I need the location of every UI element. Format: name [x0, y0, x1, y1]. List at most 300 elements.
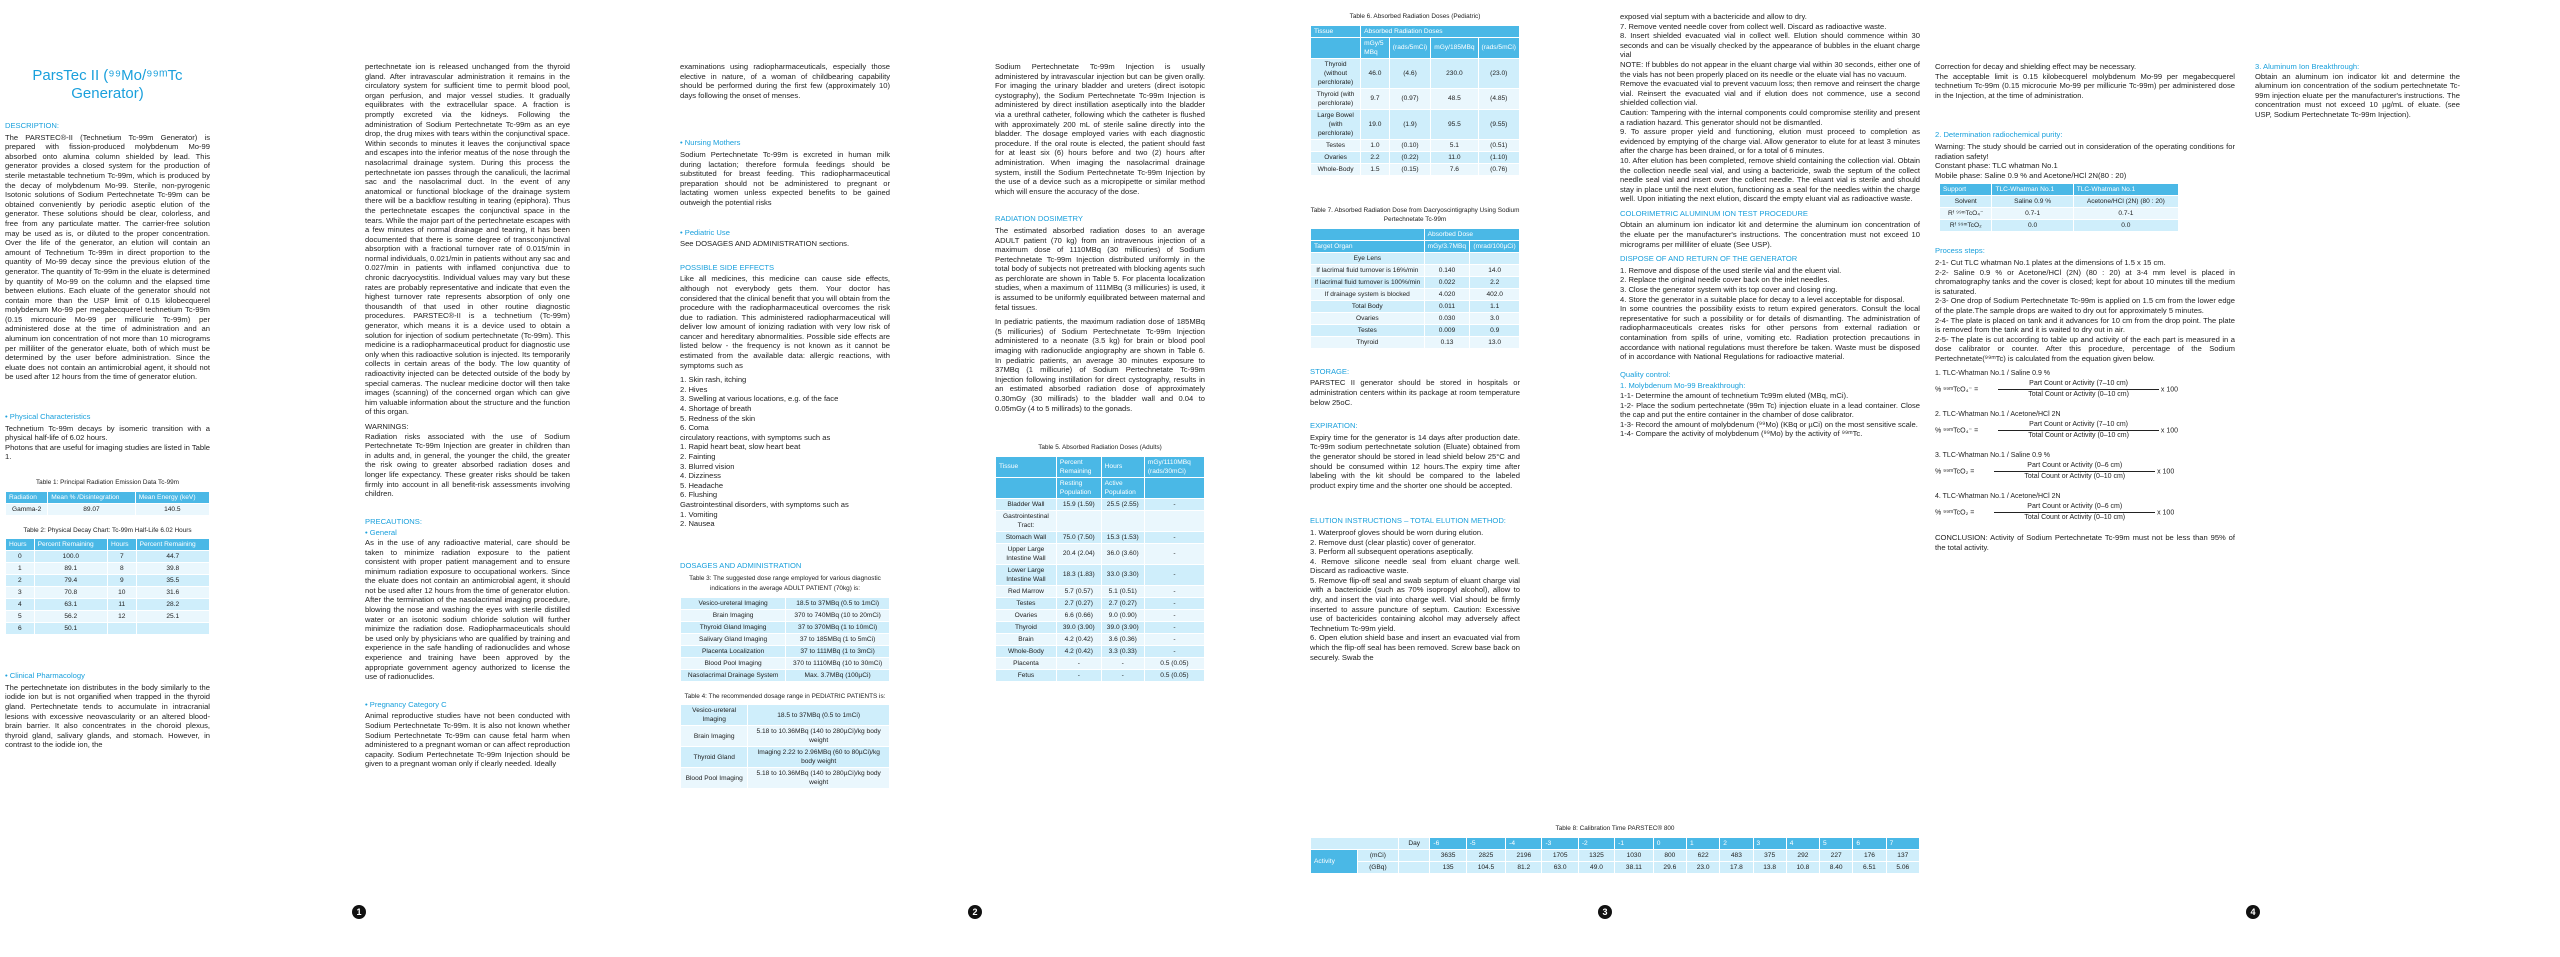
- table9-cell: 0.7-1: [1992, 208, 2073, 220]
- table-row: [996, 621, 1205, 633]
- p6-text8: 10. After elution has been completed, remove shield containing the collection vial. Obtain the collection needle seal vial, and using a bactericide, swab the septum of the collect needle seal vial and insert over the collect needle. The eluant vial is sterile and should stay in place until the next elution, functioning as a seal for the needles within the charge well. Upon initiating the next elution, discard the empty eluant vial as radioactive waste.: [1620, 155, 1920, 204]
- storage-text: PARSTEC II generator should be stored in hospitals or administration centers within its package at room temperature below 25oC.: [1310, 378, 1520, 407]
- clinical-text: The pertechnetate ion distributes in the body similarly to the iodide ion but is not organified when trapped in the thyroid gland. Pertechnetate tends to accumulate in intracranial lesions with excessive neovascularity or an altered blood-brain barrier. It also concentrates in the choroid plexus, thyroid gland, salivary glands, and stomach. However, in contrast to the iodide ion, the: [5, 682, 210, 750]
- elution-step: 2. Remove dust (clear plastic) cover of generator.: [1310, 537, 1476, 547]
- table-header: [1311, 228, 1425, 240]
- table2-cell: 31.6: [136, 587, 209, 599]
- table-row: [1311, 151, 1520, 163]
- table-row: [996, 564, 1205, 585]
- table2-cell: 12: [107, 611, 136, 623]
- process-heading: Process steps:: [1935, 246, 1985, 256]
- process-step: 2-2- Saline 0.9 % or Acetone/HCl (2N) (80 : 20) at 3-4 mm level is placed in chromatography tanks and the cover is closed; kept for about 10 minutes till the medium is saturated.: [1935, 267, 2235, 296]
- table7-caption: Table 7. Absorbed Radiation Dose from Dacryoscintigraphy Using Sodium Pertechnetate Tc-99m: [1310, 206, 1520, 224]
- table2-cell: 44.7: [136, 551, 209, 563]
- storage-heading: STORAGE:: [1310, 366, 1350, 376]
- table-row: [6, 563, 210, 575]
- table3-cell: Salivary Gland Imaging: [681, 633, 786, 645]
- table8-day: -5: [1466, 837, 1505, 849]
- page-number: 3: [1598, 905, 1612, 919]
- side-effects-list-2: [680, 442, 890, 500]
- table5-cell: 75.0 (7.50): [1056, 531, 1101, 543]
- formula-fraction: [1994, 502, 2155, 523]
- table8-cell: 622: [1686, 849, 1719, 861]
- table5-cell: -: [1056, 669, 1101, 681]
- table5-cell: -: [1056, 657, 1101, 669]
- table5-cell: Testes: [996, 597, 1057, 609]
- formula-multiplier: x 100: [2160, 386, 2179, 394]
- formula-label: 4. TLC-Whatman No.1 / Acetone/HCl 2N: [1935, 493, 2061, 501]
- table6-cell: 1.5: [1361, 163, 1390, 175]
- table-row: [1311, 139, 1520, 151]
- nursing-text: Sodium Pertechnetate Tc-99m is excreted in human milk during lactation; therefore formula feedings should be substituted for breast feeding. This radiopharmaceutical preparation should not be administered to pregnant or lactating women unless expected benefits to be gained outweigh the potential risks: [680, 149, 890, 207]
- table3-cell: Vesico-ureteral Imaging: [681, 597, 786, 609]
- table8-day-label: Day: [1399, 837, 1430, 849]
- table5-cell: Bladder Wall: [996, 498, 1057, 510]
- table6-cell: (4.85): [1478, 88, 1519, 109]
- table2-cell: 89.1: [34, 563, 107, 575]
- table8-day: 5: [1820, 837, 1853, 849]
- process-step: 2-4- The plate is placed on tank and it advances for 10 cm from the drop point. The plate is removed from the tank and it is waited to dry out in air.: [1935, 315, 2235, 335]
- table-row: [996, 543, 1205, 564]
- table7-cell: 0.030: [1424, 312, 1470, 324]
- table-row: [1311, 252, 1520, 264]
- disposal-step: 1. Remove and dispose of the used sterile vial and the eluent vial.: [1620, 265, 1842, 275]
- table-row: [681, 657, 890, 669]
- table8-cell: 104.5: [1466, 861, 1505, 873]
- table5-cell: 0.5 (0.05): [1144, 669, 1204, 681]
- physical-text-2: Photons that are useful for imaging studies are listed in Table 1.: [5, 442, 211, 462]
- table9-cell: Solvent: [1940, 196, 1992, 208]
- table5-cell: -: [1144, 585, 1204, 597]
- description-text: The PARSTEC®-II (Technetium Tc-99m Generator) is prepared with fission-produced molybdenum Mo-99 absorbed onto alumina column shielded by lead. This generator provides a closed system for the production of sterile metastable technetium Tc-99m, which is produced by the decay of molybdenum Mo-99. Sterile, non-pyrogenic Isotonic solutions of Sodium Pertechnetate Tc-99m can be obtained conveniently by periodic aseptic elution of the generator. These solutions should be clear, colorless, and free from any particulate matter. The carrier-free solution may be used as is, or diluted to the proper concentration. Over the life of the generator, an elution will contain an amount of Technetium Tc-99m in direct proportion to the quantity of Mo-99 decay since the previous elution of the generator. The quantity of Tc-99m in the eluate is determined by quantity of Mo-99 on the column and the elapsed time between elutions. Each eluate of the generator should not contain more than the USP limit of 0.15 kilobecquerel molybdenum Mo-99 per megabecquerel technetium Tc-99m (0.15 microcurie Mo-99 per millicurie Tc-99m) per administered dose at the time of administration and an aluminum ion concentration of not more than 10 micrograms per milliliter of the generator eluate, both of which must be determined by the user before administration. Since the eluate does not contain an antimicrobial agent, it should not be used after 12 hours from the time of generator elution.: [5, 132, 210, 382]
- table8-cell: 1030: [1615, 849, 1654, 861]
- table5-cell: 2.7 (0.27): [1101, 597, 1144, 609]
- table-subheader: mGy/185MBq: [1431, 37, 1478, 58]
- table2-cell: 2: [6, 575, 35, 587]
- table-row: [996, 609, 1205, 621]
- table-header: Hours: [6, 539, 35, 551]
- column-1: [5, 55, 210, 755]
- table5-cell: 39.0 (3.90): [1101, 621, 1144, 633]
- table-subheader: Resting Population: [1056, 477, 1101, 498]
- table-subheader: [1144, 477, 1204, 498]
- table-header: Hours: [1101, 456, 1144, 477]
- table8-cell: 176: [1853, 849, 1886, 861]
- disposal-step: 2. Replace the original needle cover back on the inlet needles.: [1620, 275, 1830, 285]
- formula-denominator: Total Count or Activity (0–10 cm): [2024, 473, 2126, 481]
- table9-cell: 0.0: [1992, 220, 2073, 232]
- table6-cell: (1.10): [1478, 151, 1519, 163]
- table3-cell: Max. 3.7MBq (100µCi): [786, 669, 890, 681]
- table-row: [1311, 109, 1520, 139]
- table5-cell: -: [1144, 597, 1204, 609]
- table-row: [1311, 58, 1520, 88]
- table1: Radiation Mean % /Disintegration Mean Energy (keV) Gamma-2 89.07 140.5: [5, 491, 210, 516]
- pregnancy-heading: • Pregnancy Category C: [365, 699, 447, 709]
- list-item: 4. Dizziness: [680, 471, 721, 481]
- table-row: [996, 669, 1205, 681]
- table-row: [6, 551, 210, 563]
- table-header: mGy/1110MBq (rads/30mCi): [1144, 456, 1204, 477]
- elution-step: 6. Open elution shield base and insert an evacuated vial from which the flip-off seal has been removed. Screw base back on securely. Swab the: [1310, 633, 1520, 662]
- table7-cell: 14.0: [1470, 264, 1520, 276]
- table-row: [1311, 88, 1520, 109]
- table-row: [1940, 220, 2179, 232]
- table3-cell: Placenta Localization: [681, 645, 786, 657]
- table4-cell: 18.5 to 37MBq (0.5 to 1mCi): [748, 705, 890, 726]
- formula-lhs: % ⁹⁹ᵐTcO₂ =: [1935, 509, 1975, 517]
- column-2: [365, 62, 570, 774]
- table8-day: 4: [1786, 837, 1819, 849]
- formula-denominator: Total Count or Activity (0–10 cm): [2024, 514, 2126, 522]
- table2-cell: 56.2: [34, 611, 107, 623]
- table7-cell: 1.1: [1470, 300, 1520, 312]
- table6-cell: 11.0: [1431, 151, 1478, 163]
- list-item: 5. Redness of the skin: [680, 413, 756, 423]
- list-item: 1. Vomiting: [680, 509, 718, 519]
- table9-cell: 0.7-1: [2073, 208, 2178, 220]
- table8-cell: 135: [1430, 861, 1466, 873]
- table7-cell: 3.0: [1470, 312, 1520, 324]
- table-header: Support: [1940, 184, 1992, 196]
- table7-cell: If lacrimal fluid turnover is 16%/min: [1311, 264, 1425, 276]
- table-header: Absorbed Dose: [1424, 228, 1519, 240]
- table9-cell: Rᶠ ⁹⁹ᵐTcO₄⁻: [1940, 208, 1992, 220]
- table2-cell: 39.8: [136, 563, 209, 575]
- formula: [1935, 492, 2235, 523]
- table6-cell: (23.0): [1478, 58, 1519, 88]
- table5-cell: Fetus: [996, 669, 1057, 681]
- table5-cell: -: [1101, 657, 1144, 669]
- table8-cell: 29.6: [1653, 861, 1686, 873]
- table2-cell: [107, 623, 136, 635]
- table8-unit: (mCi): [1357, 849, 1398, 861]
- elution-step: 5. Remove flip-off seal and swab septum of eluant charge vial with a bactericide (such as 70% isopropyl alcohol), allow to dry, and insert the vial into charge well. Vial should be firmly inserted to assure puncture of septum. Caution: Excessive use of bactericides containing alcohol may adversely affect Technetium Tc-99m yield.: [1310, 575, 1520, 633]
- dosimetry-text-2: In pediatric patients, the maximum radiation dose of 185MBq (5 millicuries) of Sodium Pertechnetate Tc-99m Injection administered to a neonate (3.5 kg) for brain or blood pool imaging with radionuclide angiography are shown in Table 6. In pediatric patients, an average 30 minutes exposure to 37MBq (1 millicurie) of Sodium Pertechnetate Tc-99m Injection following instillation for direct cystography, results in an estimated absorbed radiation dose of approximately 0.30mGy (30 millirads) to the bladder wall and 0.04 to 0.05mGy (4 to 5 millirads) to the gonads.: [995, 317, 1205, 413]
- table7-cell: 0.9: [1470, 324, 1520, 336]
- formula: [1935, 369, 2235, 400]
- table-row: [1940, 208, 2179, 220]
- elution-heading: ELUTION INSTRUCTIONS – TOTAL ELUTION METHOD:: [1310, 516, 1506, 526]
- table-header: Tissue: [996, 456, 1057, 477]
- table6-cell: (1.9): [1389, 109, 1430, 139]
- table3-cell: 37 to 185MBq (1 to 5mCi): [786, 633, 890, 645]
- table8-cell: 63.0: [1542, 861, 1578, 873]
- side-effects-list-3: [680, 510, 890, 529]
- table-row: [996, 585, 1205, 597]
- formula-lhs: % ⁹⁹ᵐTcO₂ =: [1935, 468, 1975, 476]
- table-row: [681, 747, 890, 768]
- table8-day: -6: [1430, 837, 1466, 849]
- table-row: [996, 531, 1205, 543]
- table-header: Absorbed Radiation Doses: [1361, 25, 1520, 37]
- table-row: [6, 623, 210, 635]
- breakthrough-step: 1-4- Compare the activity of molybdenum (⁹⁹Mo) by the activity of ⁹⁹ᵐTc.: [1620, 429, 1863, 439]
- p3-text1: examinations using radiopharmaceuticals, especially those elective in nature, of a woman of childbearing capability should be performed during the first few (approximately 10) days following the onset of menses.: [680, 62, 890, 100]
- nursing-heading: • Nursing Mothers: [680, 138, 741, 148]
- table5-cell: -: [1144, 645, 1204, 657]
- formula-lhs: % ⁹⁹ᵐTcO₄⁻ =: [1935, 386, 1979, 394]
- table5-cell: 15.3 (1.53): [1101, 531, 1144, 543]
- table8-day: -2: [1578, 837, 1614, 849]
- general-text: As in the use of any radioactive material, care should be taken to minimize radiation exposure to the patient consistent with proper patient management and to ensure minimum radiation exposure to occupational workers. Since the eluate does not contain an antimicrobial agent, it should not be used after 12 hours from the time of generator elution. After the termination of the nasolacrimal imaging procedure, blowing the nose and washing the eyes with sterile distilled water or an isotonic sodium chloride solution will further minimize the radiation dose. Radiopharmaceuticals should be used only by physicians who are qualified by training and experience in the safe handling of radionuclides and whose experience and training have been approved by the appropriate government agency authorized to license the use of radionuclides.: [365, 537, 570, 682]
- table5-cell: 9.0 (0.90): [1101, 609, 1144, 621]
- table4-cell: 5.18 to 10.36MBq (140 to 280µCi)/kg body weight: [748, 726, 890, 747]
- table5-cell: -: [1144, 543, 1204, 564]
- table2-cell: 11: [107, 599, 136, 611]
- clinical-heading: • Clinical Pharmacology: [5, 671, 85, 681]
- table6: [1310, 25, 1520, 176]
- formula-fraction: [1998, 379, 2159, 400]
- table6-cell: 19.0: [1361, 109, 1390, 139]
- table2-cell: 8: [107, 563, 136, 575]
- table3-cell: Brain Imaging: [681, 609, 786, 621]
- table5: [995, 456, 1205, 682]
- table4-caption: Table 4: The recommended dosage range in PEDIATRIC PATIENTS is:: [684, 692, 886, 700]
- table-row: [681, 621, 890, 633]
- table4: [680, 704, 890, 789]
- side-effects-list-1: [680, 375, 890, 433]
- table3-cell: 37 to 111MBq (1 to 3mCi): [786, 645, 890, 657]
- elution-step: 3. Perform all subsequent operations aseptically.: [1310, 547, 1474, 557]
- table2-cell: 28.2: [136, 599, 209, 611]
- table2-cell: 7: [107, 551, 136, 563]
- table9-cell: Saline 0.9 %: [1992, 196, 2073, 208]
- table-subheader: (rads/5mCi): [1478, 37, 1519, 58]
- p2-text1: pertechnetate ion is released unchanged from the thyroid gland. After intravascular administration it remains in the circulatory system for sufficient time to permit blood pool, organ perfusion, and major vessel studies. It gradually equilibrates with the extracellular space. A fraction is promptly excreted via the kidneys. Following the administration of Sodium Pertechnetate Tc-99m as an eye drop, the drug mixes with tears within the conjunctival space. Within seconds to minutes it leaves the conjunctival space and escapes into the inferior meatus of the nose through the nasolacrimal drainage system. During this process the pertechnetate ion passes through the canaliculi, the lacrimal sac and the nasolacrimal duct. In the event of any anatomical or functional blockage of the drainage system there will be a backflow resulting in tearing (epiphora). Thus the pertechnetate escapes the conjunctival space in the tears. While the major part of the pertechnetate escapes with a few minutes of normal drainage and tearing, it has been documented that there is some degree of transconjunctival absorption with a fractional turnover rate of 0.015/min in normal individuals, 0.021/min in patients without any sac and 0.027/min in patients with inflamed conjunctiva due to chronic dacryocystitis. Individual values may vary but these rates are probably representative and indicate that even the highest turnover rate represents absorption of only one thousandth of that used in other routine diagnostic procedures. PARSTEC®-II is a technetium (Tc-99m) generator, which means it is a device used to obtain a solution for injection of sodium pertechnetate (Tc-99m). This medicine is a radiopharmaceutical product for diagnostic use only when this radioactive solution is injected. Its temporarily collects in certain areas of the body. The low quantity of radioactivity injected can be detected outside of the body by special cameras. The nuclear medicine doctor will then take images (scanning) of the concerned organ which can give him valuable information about the structure and the function of this organ.: [365, 62, 570, 417]
- list-item: 3. Blurred vision: [680, 461, 735, 471]
- table8-cell: 81.2: [1506, 861, 1542, 873]
- table5-cell: Ovaries: [996, 609, 1057, 621]
- table3-cell: 370 to 740MBq (10 to 20mCi): [786, 609, 890, 621]
- formula-multiplier: x 100: [2157, 509, 2175, 517]
- table7-cell: [1424, 252, 1470, 264]
- document-title: ParsTec II (⁹⁹Mo/⁹⁹ᵐTc Generator): [32, 67, 183, 102]
- table7: [1310, 228, 1520, 349]
- page-number: 1: [352, 905, 366, 919]
- list-item: 3. Swelling at various locations, e.g. of the face: [680, 394, 839, 404]
- table-row: [1311, 312, 1520, 324]
- table8-cell: 6.51: [1853, 861, 1886, 873]
- table5-cell: Lower Large Intestine Wall: [996, 564, 1057, 585]
- side-effects-heading: POSSIBLE SIDE EFFECTS: [680, 262, 775, 272]
- table7-cell: 0.022: [1424, 276, 1470, 288]
- formula-lhs: % ⁹⁹ᵐTcO₄⁻ =: [1935, 427, 1979, 435]
- table8-day: 3: [1753, 837, 1786, 849]
- table8-cell: 3635: [1430, 849, 1466, 861]
- list-item: 6. Coma: [680, 423, 709, 433]
- colorimetric-text: Obtain an aluminum ion indicator kit and determine the aluminum ion concentration of the eluate per the manufacturer's instructions. The concentration must not exceed 10 micrograms per milliliter of eluate (See USP).: [1620, 220, 1920, 249]
- quality-heading: Quality control:: [1620, 369, 1671, 379]
- table5-cell: -: [1144, 633, 1204, 645]
- table8-day: -4: [1506, 837, 1542, 849]
- table5-cell: 36.0 (3.60): [1101, 543, 1144, 564]
- table6-cell: 95.5: [1431, 109, 1478, 139]
- p7-text1: Correction for decay and shielding effect may be necessary.: [1935, 62, 2137, 71]
- elution-steps: [1310, 528, 1520, 662]
- table5-cell: Thyroid: [996, 621, 1057, 633]
- table4-cell: 5.18 to 10.36MBq (140 to 280µCi)/kg body weight: [748, 768, 890, 789]
- table5-cell: 5.7 (0.57): [1056, 585, 1101, 597]
- table5-cell: -: [1144, 531, 1204, 543]
- list-item: 2. Hives: [680, 384, 708, 394]
- table8-unit: (GBq): [1357, 861, 1398, 873]
- table-subheader: mGy/3.7MBq: [1424, 240, 1470, 252]
- precautions-heading: PRECAUTIONS:: [365, 516, 422, 526]
- table2-cell: 10: [107, 587, 136, 599]
- table6-cell: (0.10): [1389, 139, 1430, 151]
- table2-cell: 70.8: [34, 587, 107, 599]
- list-item: 1. Skin rash, itching: [680, 375, 747, 385]
- breakthrough-heading: 1. Molybdenum Mo-99 Breakthrough:: [1620, 381, 1746, 391]
- table8-day: -3: [1542, 837, 1578, 849]
- table8-day: 7: [1886, 837, 1919, 849]
- dosimetry-heading: RADIATION DOSIMETRY: [995, 214, 1083, 224]
- list-item: 1. Rapid heart beat, slow heart beat: [680, 442, 801, 452]
- table8-cell: 23.0: [1686, 861, 1719, 873]
- description-heading: DESCRIPTION:: [5, 121, 60, 130]
- table-row: [1311, 336, 1520, 348]
- table8-cell: 10.8: [1786, 861, 1819, 873]
- table-subheader: Target Organ: [1311, 240, 1425, 252]
- table5-cell: 15.9 (1.59): [1056, 498, 1101, 510]
- warnings-label: WARNINGS:: [365, 421, 409, 431]
- table-header: Tissue: [1311, 25, 1361, 37]
- formula-label: 1. TLC-Whatman No.1 / Saline 0.9 %: [1935, 370, 2051, 378]
- formula: [1935, 451, 2235, 482]
- table5-cell: 4.2 (0.42): [1056, 645, 1101, 657]
- table-subheader: [1311, 37, 1361, 58]
- table8-cell: 137: [1886, 849, 1919, 861]
- list-item: 4. Shortage of breath: [680, 404, 752, 414]
- table5-cell: 2.7 (0.27): [1056, 597, 1101, 609]
- table-header: Hours: [107, 539, 136, 551]
- warnings-text: Radiation risks associated with the use of Sodium Pertechnetate Tc-99m Injection are greater in children than in adults and, in general, the younger the child, the greater the risk owing to greater absorbed radiation doses and longer life expectancy. These greater risks should be taken firmly into account in all benefit-risk assessments involving children.: [365, 431, 570, 499]
- table4-cell: Brain Imaging: [681, 726, 748, 747]
- table-row: [6, 599, 210, 611]
- table7-cell: 0.140: [1424, 264, 1470, 276]
- table-row: [681, 597, 890, 609]
- table2-cell: 9: [107, 575, 136, 587]
- formula-multiplier: x 100: [2160, 427, 2179, 435]
- table8-cell: 5.06: [1886, 861, 1919, 873]
- table5-cell: [1056, 510, 1101, 531]
- table6-cell: (0.22): [1389, 151, 1430, 163]
- table-row: [1311, 861, 1920, 873]
- colorimetric-heading: COLORIMETRIC ALUMINUM ION TEST PROCEDURE: [1620, 208, 1808, 218]
- table-row: [681, 645, 890, 657]
- table-row: [6, 611, 210, 623]
- table5-cell: 33.0 (3.30): [1101, 564, 1144, 585]
- table5-cell: Red Marrow: [996, 585, 1057, 597]
- table8-blank: [1311, 837, 1399, 849]
- process-step: 2-1- Cut TLC whatman No.1 plates at the dimensions of 1.5 x 15 cm.: [1935, 257, 2166, 267]
- table2-caption: Table 2: Physical Decay Chart: Tc-99m Half-Life 6.02 Hours: [23, 526, 192, 534]
- physical-heading: • Physical Characteristics: [5, 412, 91, 422]
- table6-cell: (0.15): [1389, 163, 1430, 175]
- table5-cell: Whole-Body: [996, 645, 1057, 657]
- purity-constant: Constant phase: TLC whatman No.1: [1935, 161, 2058, 171]
- table6-cell: 2.2: [1361, 151, 1390, 163]
- p4-text1: Sodium Pertechnetate Tc-99m Injection is usually administered by intravascular injection but can be given orally. For imaging the urinary bladder and ureters (direct isotopic cystography), the Sodium Pertechnetate Tc-99m Injection is administered by direct instillation aseptically into the bladder via a urethral catheter, following which the catheter is flushed with approximately 200 mL of sterile saline directly into the bladder. The dosage employed varies with each diagnostic procedure. If the oral route is elected, the patient should fast for at least six (6) hours before and two (2) hours after administration. When imaging the nasolacrimal drainage system, instill the Sodium Pertechnetate Tc-99m Injection by the use of a device such as a micropipette or similar method which will ensure the accuracy of the dose.: [995, 62, 1205, 196]
- table-header: Percent Remaining: [1056, 456, 1101, 477]
- table1-caption: Table 1: Principal Radiation Emission Data Tc-99m: [35, 479, 180, 486]
- table8-blank: [1399, 861, 1430, 873]
- table-row: [681, 726, 890, 747]
- table8-day: 0: [1653, 837, 1686, 849]
- table6-cell: (4.6): [1389, 58, 1430, 88]
- table-row: [6, 575, 210, 587]
- table6-caption: Table 6. Absorbed Radiation Doses (Pediatric): [1349, 13, 1481, 20]
- table3-caption: Table 3: The suggested dose range employed for various diagnostic indications in the average ADULT PATIENT (70kg) is:: [689, 575, 881, 592]
- table5-cell: 6.6 (0.66): [1056, 609, 1101, 621]
- table5-cell: 25.5 (2.55): [1101, 498, 1144, 510]
- table2-cell: 1: [6, 563, 35, 575]
- pediatric-heading: • Pediatric Use: [680, 227, 730, 237]
- table-header: TLC-Whatman No.1: [2073, 184, 2178, 196]
- table-subheader: mGy/5 MBq: [1361, 37, 1390, 58]
- physical-text: Technetium Tc-99m decays by isomeric transition with a physical half-life of 6.02 hours.: [5, 423, 210, 443]
- table7-cell: Ovaries: [1311, 312, 1425, 324]
- table-row: [681, 669, 890, 681]
- table8-day: 2: [1720, 837, 1753, 849]
- process-steps: [1935, 258, 2235, 364]
- table6-cell: 48.5: [1431, 88, 1478, 109]
- table6-cell: 5.1: [1431, 139, 1478, 151]
- table6-cell: (0.51): [1478, 139, 1519, 151]
- table3: [680, 597, 890, 682]
- table-header: Percent Remaining: [34, 539, 107, 551]
- formula-numerator: Part Count or Activity (7–10 cm): [1998, 420, 2159, 431]
- table-subheader: (rads/5mCi): [1389, 37, 1430, 58]
- table6-cell: (0.76): [1478, 163, 1519, 175]
- table4-cell: Vesico-ureteral Imaging: [681, 705, 748, 726]
- disposal-text: In some countries the possibility exists to return expired generators. Consult the local representative for such a possibility or for details of dismantling. The administration of radiopharmaceuticals creates risks for other persons from external radiation or contamination from spills of urine, vomiting etc. Radiation protection precautions in accordance with national regulations must therefore be taken. Waste must be disposed of in accordance with National Regulations for radioactive material.: [1620, 304, 1920, 362]
- table-row: [1311, 264, 1520, 276]
- side-effects-text-2: circulatory reactions, with symptoms such as: [680, 432, 831, 442]
- table7-cell: 0.011: [1424, 300, 1470, 312]
- formula-numerator: Part Count or Activity (0–6 cm): [1994, 461, 2155, 472]
- table8-cell: 1705: [1542, 849, 1578, 861]
- table5-cell: [1144, 510, 1204, 531]
- p6-text5: Remove the evacuated vial to prevent vacuum loss; then remove and reinsert the charge vial. Reinsert the evacuated vial and if elution does not commence, use a second shielded collection vial.: [1620, 79, 1920, 108]
- table8-cell: 2825: [1466, 849, 1505, 861]
- table7-cell: [1470, 252, 1520, 264]
- table8-cell: 49.0: [1578, 861, 1614, 873]
- column-4: [995, 62, 1205, 692]
- table-row: [996, 633, 1205, 645]
- expiration-heading: EXPIRATION:: [1310, 421, 1358, 431]
- breakthrough-step: 1-1- Determine the amount of technetium Tc99m eluted (MBq, mCi).: [1620, 390, 1849, 400]
- column-5: [1310, 12, 1520, 662]
- table-row: [1311, 300, 1520, 312]
- p6-text4: NOTE: If bubbles do not appear in the eluant charge vial within 30 seconds, either one of the vials has not been properly placed on its needle or the eluate vial has no vacuum.: [1620, 59, 1920, 79]
- p7-text2: The acceptable limit is 0.15 kilobecquerel molybdenum Mo-99 per megabecquerel technetium Tc-99m (0.15 microcurie Mo-99 per millicurie Tc-99m) per administered dose in the Injection, at the time of administration.: [1935, 71, 2235, 100]
- table8-cell: 292: [1786, 849, 1819, 861]
- table4-cell: Imaging 2.22 to 2.96MBq (60 to 80µCi)/kg body weight: [748, 747, 890, 768]
- table-row: [996, 597, 1205, 609]
- table3-cell: 37 to 370MBq (1 to 10mCi): [786, 621, 890, 633]
- table5-cell: Placenta: [996, 657, 1057, 669]
- formula-denominator: Total Count or Activity (0–10 cm): [2028, 432, 2129, 440]
- table7-cell: Thyroid: [1311, 336, 1425, 348]
- table8-blank: [1399, 849, 1430, 861]
- table4-cell: Thyroid Gland: [681, 747, 748, 768]
- formula-numerator: Part Count or Activity (0–6 cm): [1994, 502, 2155, 513]
- dosage-heading: DOSAGES AND ADMINISTRATION: [680, 560, 802, 570]
- formulas: [1935, 369, 2235, 523]
- table2-cell: 25.1: [136, 611, 209, 623]
